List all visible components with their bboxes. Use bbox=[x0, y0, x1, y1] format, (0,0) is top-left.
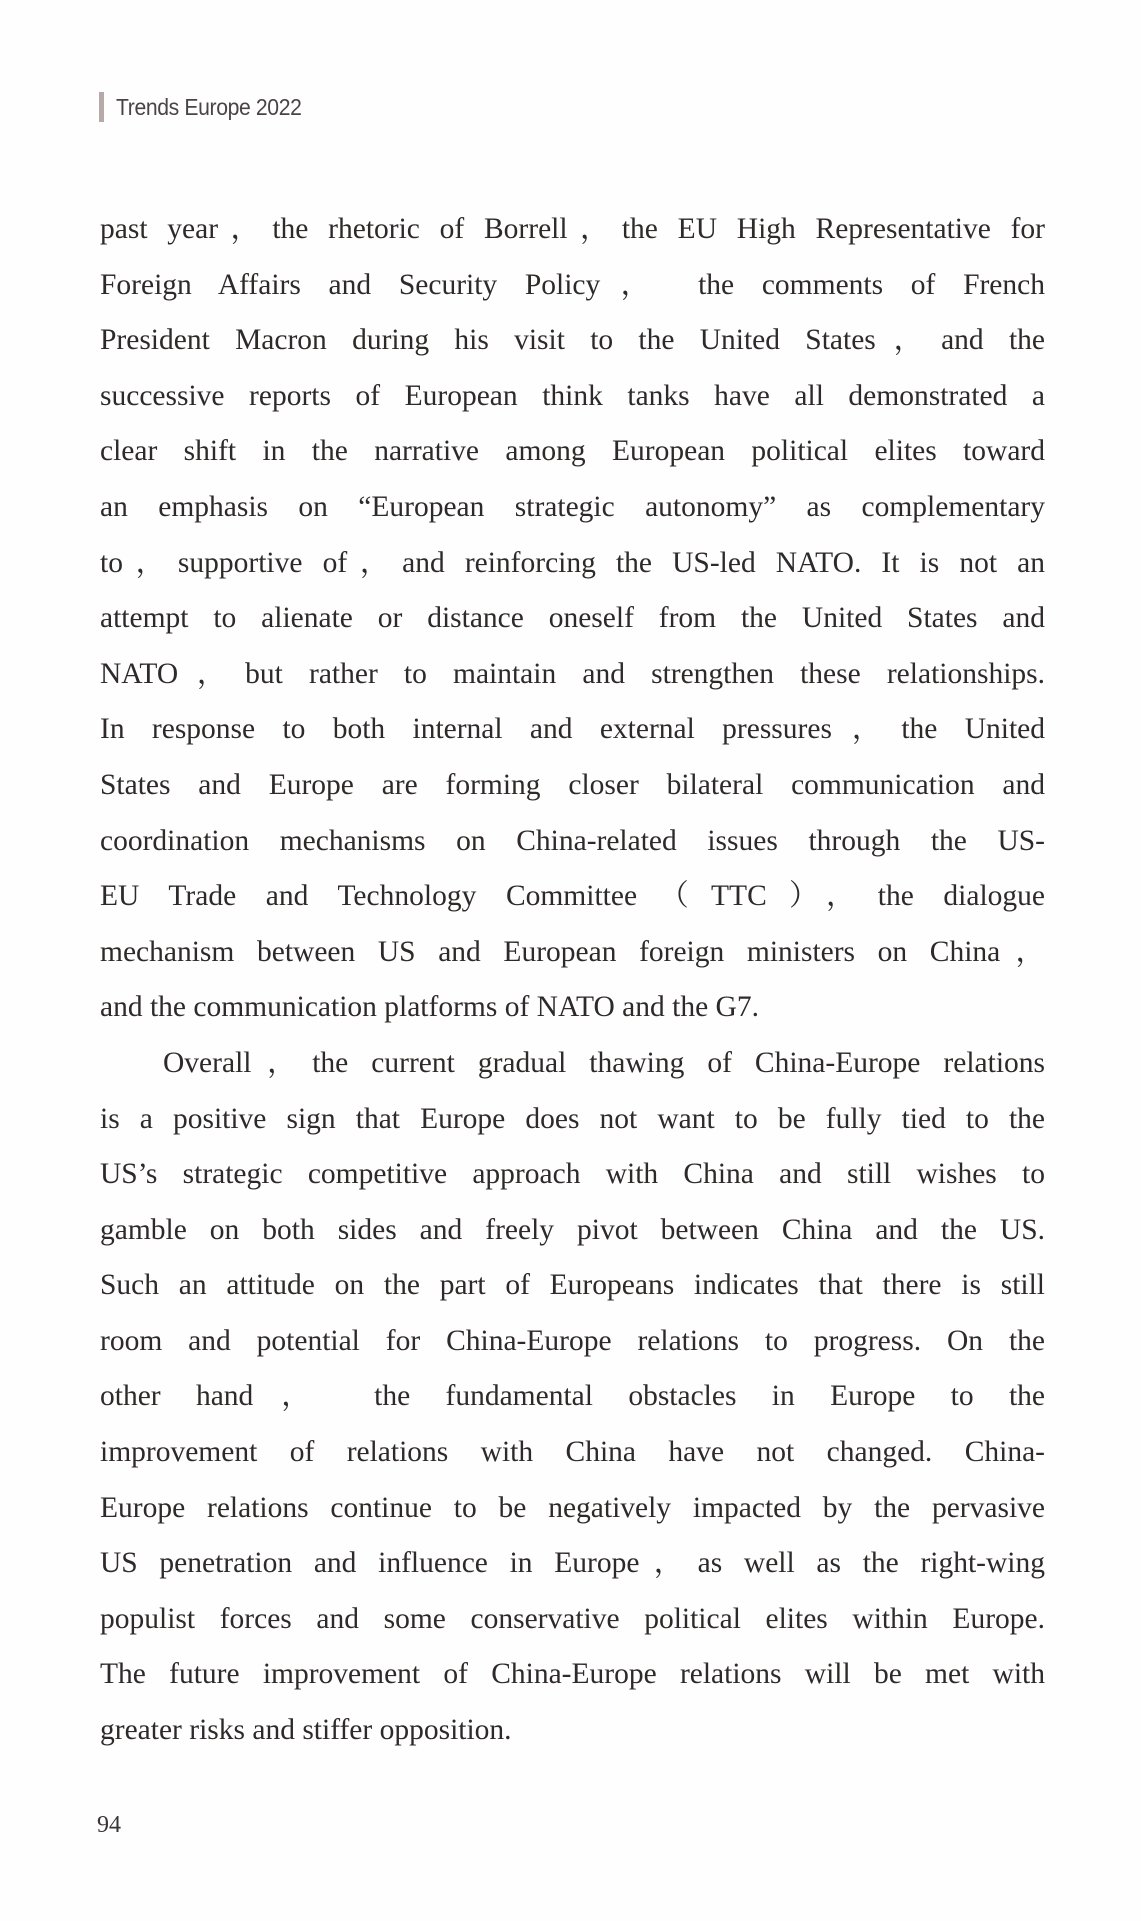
text-line: is a positive sign that Europe does not want to be fully tied to the bbox=[100, 1102, 1045, 1135]
text-line: In response to both internal and external pressures，the United bbox=[100, 713, 1045, 746]
text-line: attempt to alienate or distance oneself from the United States and bbox=[100, 602, 1045, 635]
text-line: populist forces and some conservative political elites within Europe. bbox=[100, 1602, 1045, 1635]
text-line: coordination mechanisms on China-related issues through the US- bbox=[100, 824, 1045, 857]
text-line: EU Trade and Technology Committee（TTC），the dialogue bbox=[100, 880, 1045, 913]
text-line: Europe relations continue to be negatively impacted by the pervasive bbox=[100, 1491, 1045, 1524]
paragraph-1 bbox=[100, 202, 1045, 1036]
header-accent-bar bbox=[99, 92, 104, 122]
running-header bbox=[99, 92, 318, 122]
text-line: Overall，the current gradual thawing of China-Europe relations bbox=[163, 1046, 1045, 1079]
text-line: NATO，but rather to maintain and strengthen these relationships. bbox=[100, 657, 1045, 690]
text-line: The future improvement of China-Europe relations will be met with bbox=[100, 1658, 1045, 1691]
text-line: clear shift in the narrative among European political elites toward bbox=[100, 435, 1045, 468]
text-line: States and Europe are forming closer bilateral communication and bbox=[100, 768, 1045, 801]
text-line: successive reports of European think tanks have all demonstrated a bbox=[100, 379, 1045, 412]
text-line: US’s strategic competitive approach with China and still wishes to bbox=[100, 1158, 1045, 1191]
text-line: and the communication platforms of NATO and the G7. bbox=[100, 991, 759, 1024]
text-line: Foreign Affairs and Security Policy， the comments of French bbox=[100, 268, 1045, 301]
text-line: to，supportive of，and reinforcing the US-led NATO. It is not an bbox=[100, 546, 1045, 579]
text-line: improvement of relations with China have not changed. China- bbox=[100, 1436, 1045, 1469]
paragraph-2 bbox=[100, 1036, 1045, 1759]
page-number: 94 bbox=[97, 1812, 121, 1838]
header-title: Trends Europe 2022 bbox=[116, 93, 302, 120]
text-line: Such an attitude on the part of Europeans indicates that there is still bbox=[100, 1269, 1045, 1302]
text-line: other hand， the fundamental obstacles in Europe to the bbox=[100, 1380, 1045, 1413]
text-line: greater risks and stiffer opposition. bbox=[100, 1714, 512, 1747]
text-line: US penetration and influence in Europe，as well as the right-wing bbox=[100, 1547, 1045, 1580]
text-line: President Macron during his visit to the United States，and the bbox=[100, 324, 1045, 357]
text-line: gamble on both sides and freely pivot between China and the US. bbox=[100, 1213, 1045, 1246]
text-line: an emphasis on “European strategic autonomy” as complementary bbox=[100, 490, 1045, 523]
text-line: past year，the rhetoric of Borrell，the EU High Representative for bbox=[100, 213, 1045, 245]
text-line: mechanism between US and European foreign ministers on China， bbox=[100, 935, 1045, 968]
body-text bbox=[100, 202, 1045, 1759]
text-line: room and potential for China-Europe relations to progress. On the bbox=[100, 1324, 1045, 1357]
